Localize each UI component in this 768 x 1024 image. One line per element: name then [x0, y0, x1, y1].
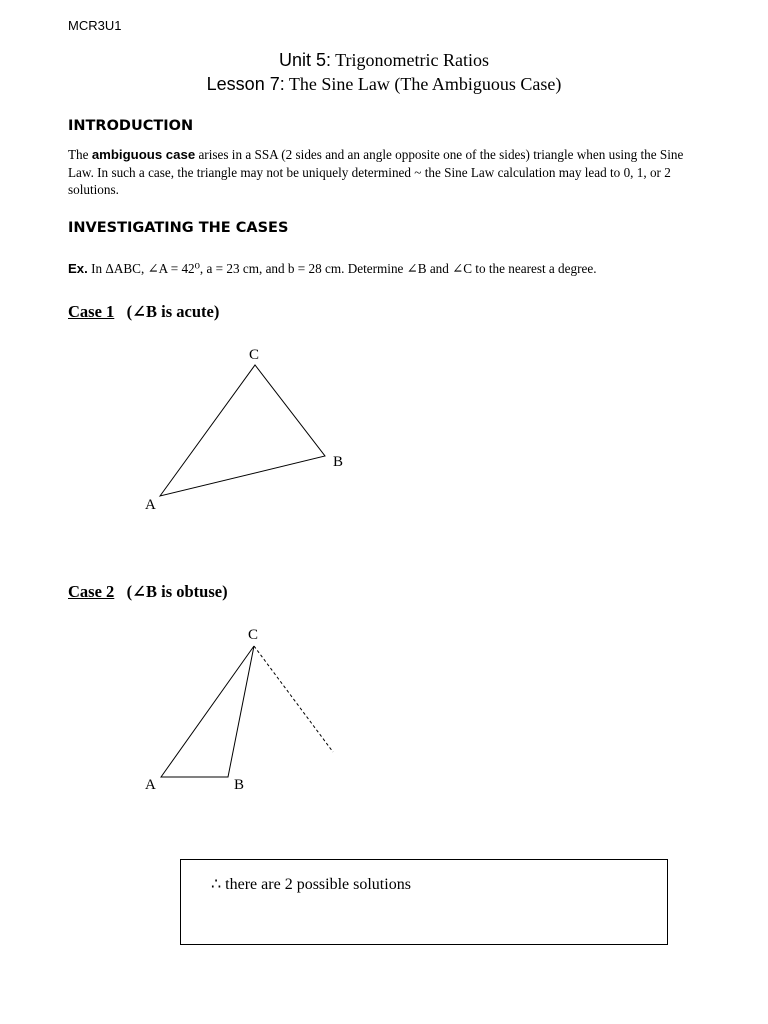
case1-vertex-a: A — [145, 497, 156, 513]
case2-condition: (∠B is obtuse) — [126, 582, 228, 601]
introduction-heading: INTRODUCTION — [68, 118, 194, 134]
investigating-heading: INVESTIGATING THE CASES — [68, 220, 289, 236]
case1-condition: (∠B is acute) — [126, 302, 220, 321]
unit-name: Trigonometric Ratios — [331, 50, 490, 70]
case2-label: Case 2 — [68, 582, 115, 601]
case2-triangle — [161, 646, 254, 777]
case1-label: Case 1 — [68, 302, 115, 321]
case2-vertex-a: A — [145, 777, 156, 793]
case1-vertex-b: B — [333, 454, 344, 470]
unit-label: Unit 5: — [278, 50, 331, 70]
conclusion-box — [180, 859, 668, 945]
lesson-label: Lesson 7: — [206, 74, 285, 94]
course-code: MCR3U1 — [68, 18, 122, 33]
conclusion-text: ∴ there are 2 possible solutions — [211, 876, 411, 893]
case2-vertex-b: B — [234, 777, 245, 793]
case2-dashed-side — [254, 646, 333, 752]
ambiguous-case-term: ambiguous case — [91, 147, 196, 162]
example-text: In ΔABC, ∠A = 42⁰, a = 23 cm, and b = 28 cm. Determine ∠B and ∠C to the nearest a degree. — [87, 261, 597, 276]
case2-vertex-c: C — [248, 627, 259, 643]
lesson-name: The Sine Law (The Ambiguous Case) — [284, 74, 562, 94]
case2-heading — [68, 582, 228, 602]
case1-triangle — [160, 365, 325, 496]
intro-text-before: The — [68, 147, 92, 162]
example-label: Ex. — [68, 261, 88, 276]
case1-vertex-c: C — [249, 347, 260, 363]
intro-text-after: arises in a SSA (2 sides and an angle opposite one of the sides) triangle when using the Sine Law. In such a case, the triangle may not be uniquely determined ~ the Sine Law calculation may lead to 0, 1, or 2 solutions. — [68, 147, 684, 197]
